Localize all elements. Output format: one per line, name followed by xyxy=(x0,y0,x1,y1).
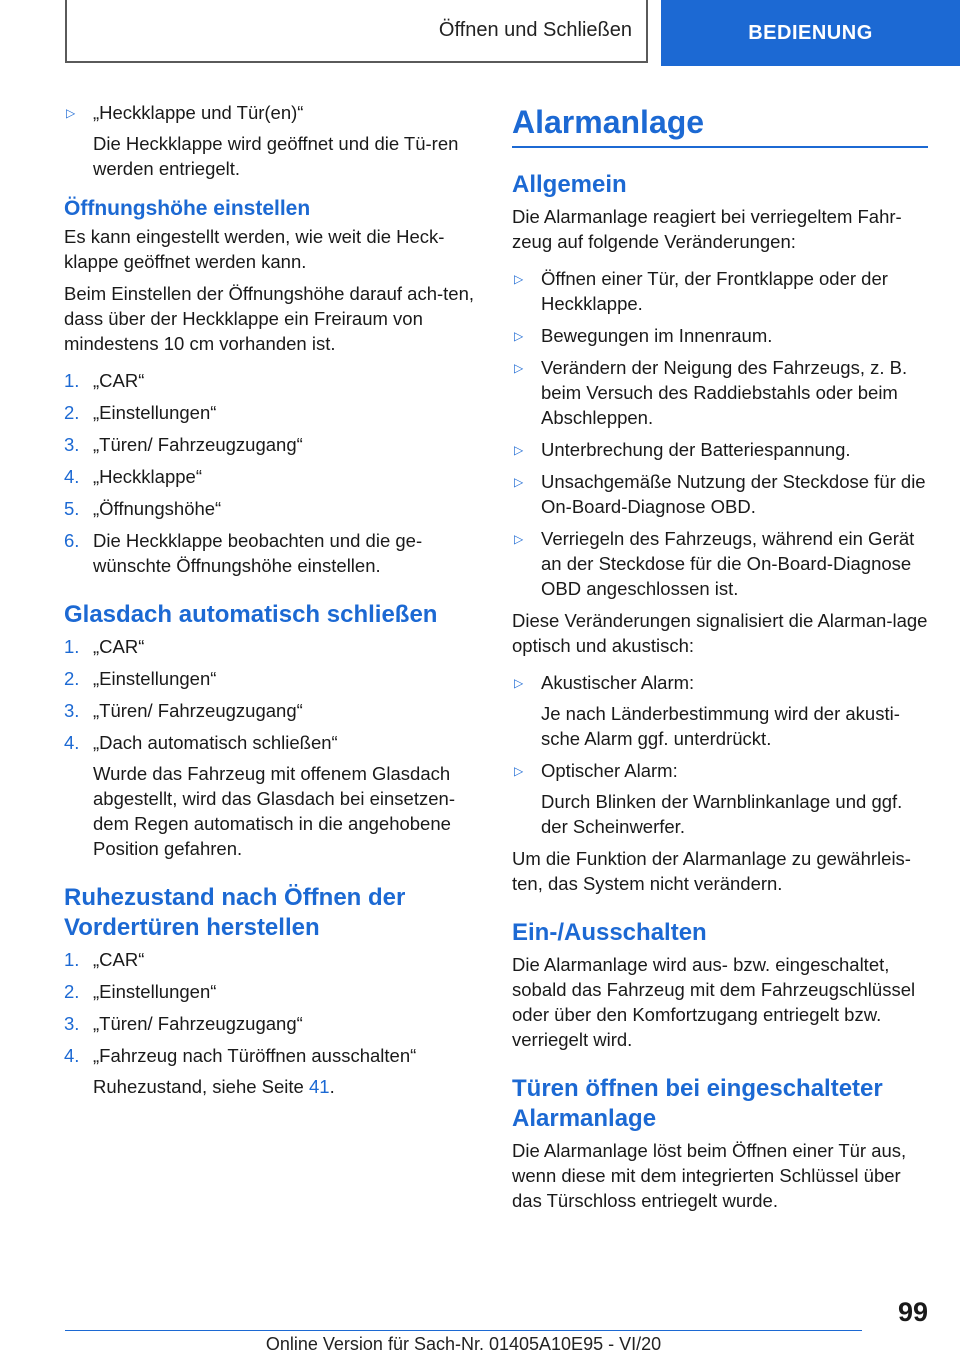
left-column xyxy=(64,100,478,1106)
heading-glasdach: Glasdach automatisch schließen xyxy=(64,601,438,628)
triangle-bullet-icon: ▷ xyxy=(66,106,76,120)
paragraph: Diese Veränderungen signalisiert die Alarman-lage optisch und akustisch: xyxy=(512,610,928,656)
heading-tueren-oeffnen: Türen öffnen bei eingeschalteter Alarmanlage xyxy=(512,1075,883,1132)
chapter-tab[interactable]: BEDIENUNG xyxy=(661,0,960,66)
paragraph: Um die Funktion der Alarmanlage zu gewährleis-ten, das System nicht verändern. xyxy=(512,848,911,894)
page-header xyxy=(65,0,960,66)
step-item: 3. „Türen/ Fahrzeugzugang“ xyxy=(64,700,303,721)
list-item: ▷ Öffnen einer Tür, der Frontklappe oder der Heckklappe. xyxy=(514,268,888,314)
heading-allgemein: Allgemein xyxy=(512,171,627,198)
list-alarm-types xyxy=(512,670,928,839)
list-item: ▷ Akustischer Alarm: Je nach Länderbestimmung wird der akusti-sche Alarm ggf. unterdrückt. xyxy=(514,672,900,749)
heading-alarmanlage: Alarmanlage xyxy=(512,100,928,148)
footer-divider xyxy=(65,1330,862,1331)
step-item: 2. „Einstellungen“ xyxy=(64,668,217,689)
paragraph: Die Alarmanlage löst beim Öffnen einer Tür aus, wenn diese mit dem integrierten Schlüssel über das Türschloss entriegelt wurde. xyxy=(512,1140,907,1211)
step-item: 4. „Heckklappe“ xyxy=(64,466,202,487)
heading-ruhezustand: Ruhezustand nach Öffnen der Vordertüren herstellen xyxy=(64,884,406,941)
step-item: 1. „CAR“ xyxy=(64,949,145,970)
triangle-bullet-icon: ▷ xyxy=(514,764,524,778)
list-item: ▷ Unsachgemäße Nutzung der Steckdose für die On-Board-Diagnose OBD. xyxy=(514,471,926,517)
heading-ein-ausschalten: Ein-/Ausschalten xyxy=(512,919,707,946)
triangle-bullet-icon: ▷ xyxy=(514,443,524,457)
list-item: ▷ „Heckklappe und Tür(en)“ Die Heckklappe wird geöffnet und die Tü-ren werden entriegelt. xyxy=(66,102,459,179)
page-number: 99 xyxy=(897,1297,928,1327)
step-item: 1. „CAR“ xyxy=(64,370,145,391)
triangle-bullet-icon: ▷ xyxy=(514,329,524,343)
triangle-bullet-icon: ▷ xyxy=(514,676,524,690)
step-item: 4. „Fahrzeug nach Türöffnen ausschalten“ Ruhezustand, siehe Seite 41. xyxy=(64,1043,478,1099)
triangle-bullet-icon: ▷ xyxy=(514,272,524,286)
section-title: Öffnen und Schließen xyxy=(65,0,648,63)
paragraph: Es kann eingestellt werden, wie weit die Heck-klappe geöffnet werden kann. xyxy=(64,226,445,272)
step-item: 1. „CAR“ xyxy=(64,636,145,657)
list-item: ▷ Optischer Alarm: Durch Blinken der Warnblinkanlage und ggf. der Scheinwerfer. xyxy=(514,760,903,837)
right-column xyxy=(512,100,928,1220)
heading-oeffnungshoehe: Öffnungshöhe einstellen xyxy=(64,197,311,220)
step-item: 2. „Einstellungen“ xyxy=(64,402,217,423)
step-item: 4. „Dach automatisch schließen“ Wurde das Fahrzeug mit offenem Glasdach abgestellt, wird das Glasdach bei einsetzen-dem Regen automatisch in die angehobene Position gefahren. xyxy=(64,730,478,861)
list-item: ▷ Verändern der Neigung des Fahrzeugs, z. B. beim Versuch des Raddiebstahls oder beim Abschleppen. xyxy=(514,357,908,428)
paragraph: Beim Einstellen der Öffnungshöhe darauf ach-ten, dass über der Heckklappe ein Freiraum von mindestens 10 cm vorhanden ist. xyxy=(64,283,474,354)
triangle-bullet-icon: ▷ xyxy=(514,475,524,489)
step-item: 3. „Türen/ Fahrzeugzugang“ xyxy=(64,1013,303,1034)
footer-text: Online Version für Sach-Nr. 01405A10E95 - VI/20 xyxy=(265,1334,662,1354)
triangle-bullet-icon: ▷ xyxy=(514,361,524,375)
list-item: ▷ Verriegeln des Fahrzeugs, während ein Gerät an der Steckdose für die On-Board-Diagnose OBD angeschlossen ist. xyxy=(514,528,915,599)
list-item: ▷ Unterbrechung der Batteriespannung. xyxy=(512,437,928,462)
steps-glasdach xyxy=(64,634,478,861)
step-item: 5. „Öffnungshöhe“ xyxy=(64,498,222,519)
paragraph: Die Alarmanlage reagiert bei verriegeltem Fahr-zeug auf folgende Veränderungen: xyxy=(512,206,902,252)
step-item: 2. „Einstellungen“ xyxy=(64,981,217,1002)
step-item: 6. Die Heckklappe beobachten und die ge-wünschte Öffnungshöhe einstellen. xyxy=(64,530,423,576)
step-item: 3. „Türen/ Fahrzeugzugang“ xyxy=(64,434,303,455)
list-allgemein xyxy=(512,266,928,601)
step-note: Ruhezustand, siehe Seite 41. xyxy=(93,1076,335,1097)
steps-oeffnungshoehe xyxy=(64,368,478,578)
steps-ruhezustand xyxy=(64,947,478,1099)
step-note: Wurde das Fahrzeug mit offenem Glasdach abgestellt, wird das Glasdach bei einsetzen-dem Regen automatisch in die angehobene Position gefahren. xyxy=(93,763,455,859)
paragraph: Die Alarmanlage wird aus- bzw. eingeschaltet, sobald das Fahrzeug mit dem Fahrzeugschlüssel oder über den Komfortzugang entriegelt bzw. verriegelt wird. xyxy=(512,954,916,1050)
triangle-bullet-icon: ▷ xyxy=(514,532,524,546)
page-reference-link[interactable]: 41 xyxy=(308,1076,330,1097)
list-item: ▷ Bewegungen im Innenraum. xyxy=(512,323,928,348)
